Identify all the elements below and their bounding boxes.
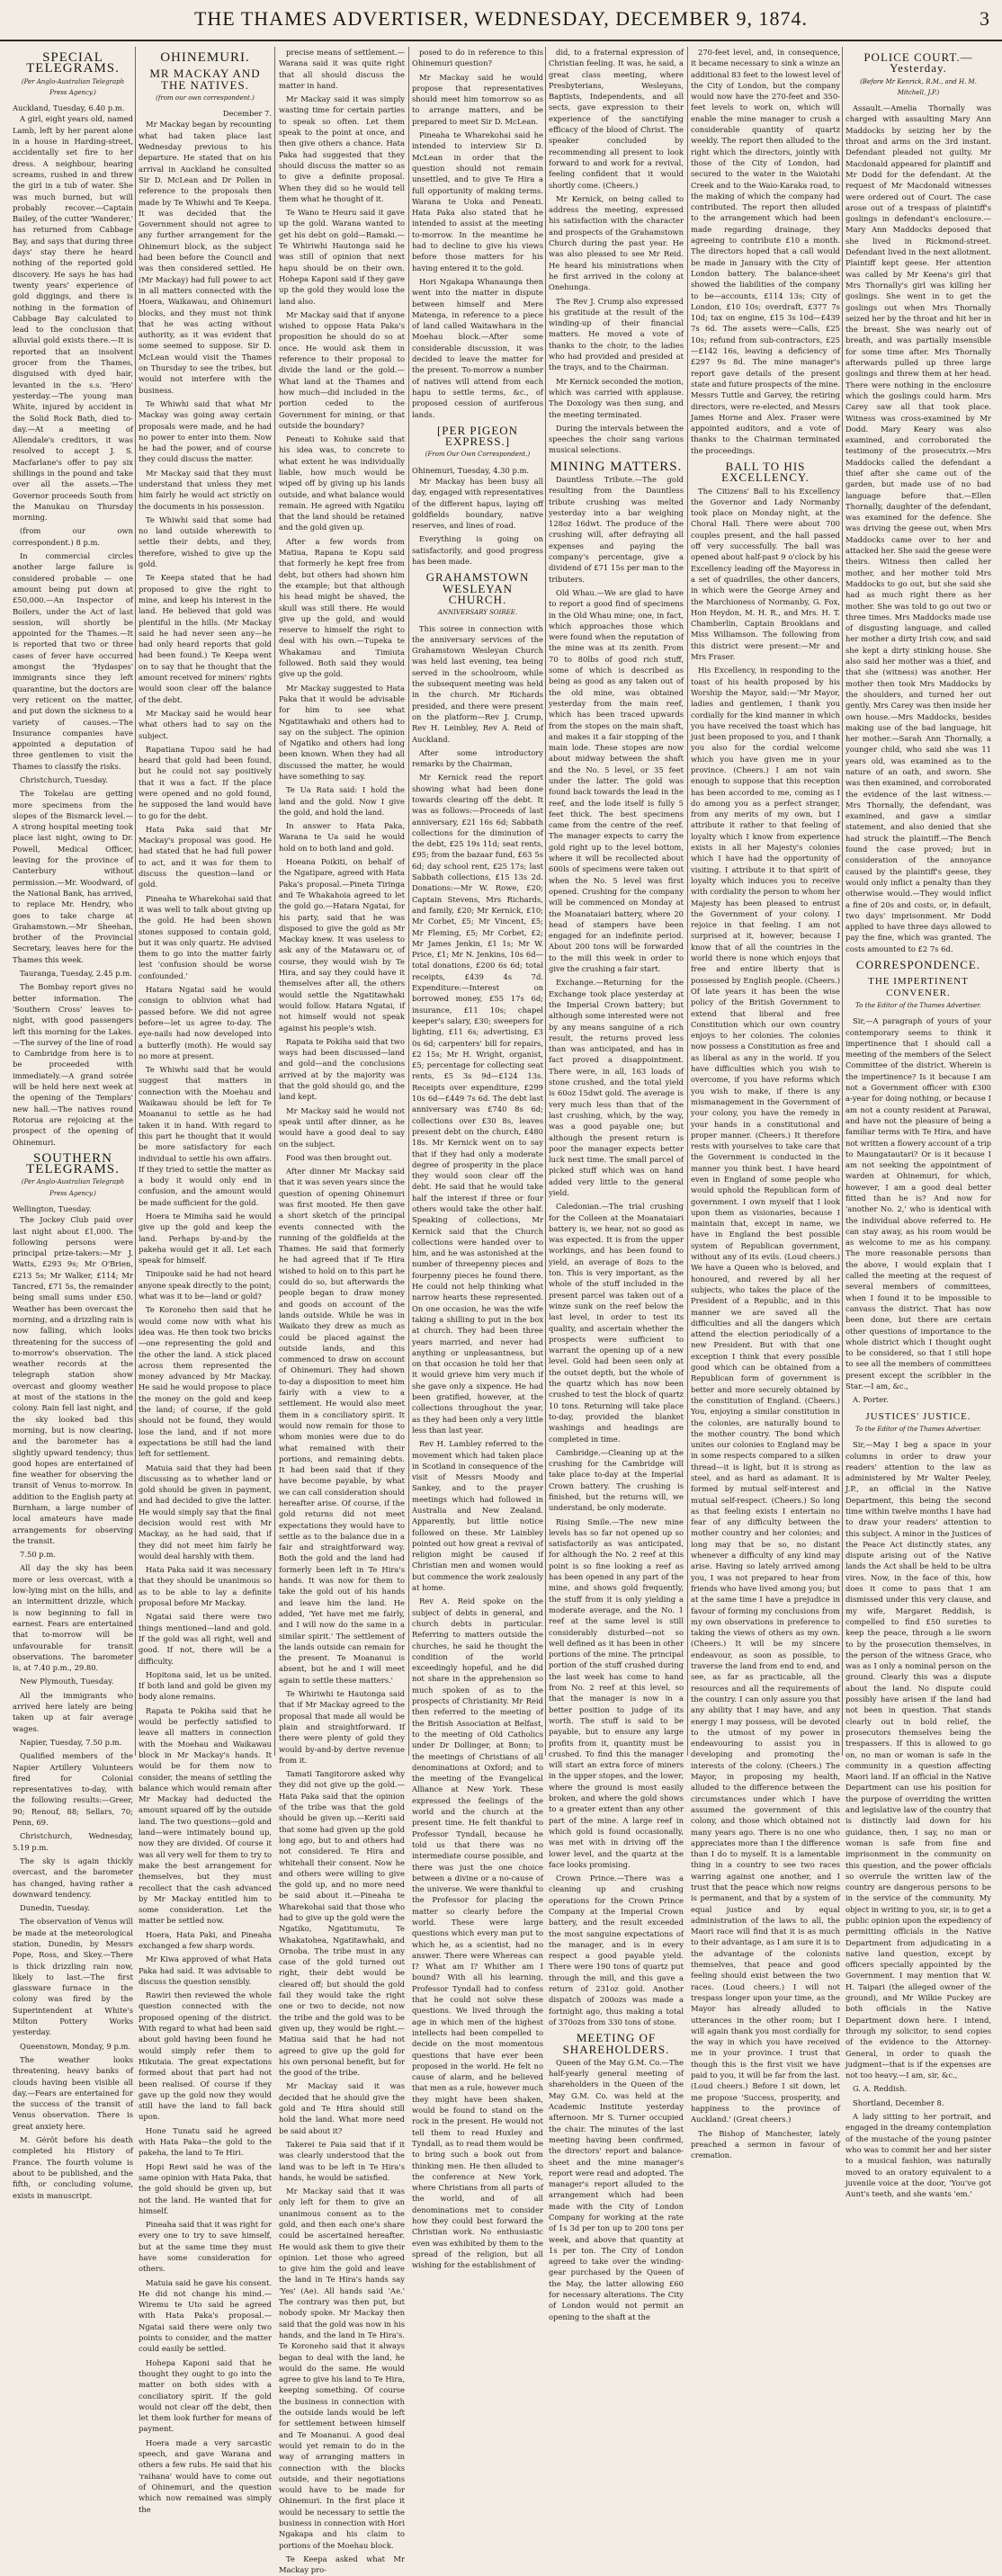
paragraph-list — [845, 1439, 991, 2199]
paragraph-list — [279, 47, 405, 2576]
paragraph-list — [845, 103, 991, 954]
article-paragraph: Rawiri then reviewed the whole question connected with the proposed opening of the district. With regard to what had been said about gold having been found he would simply refer them to Hikutaia. The great expectations formed about that part had not been realised. Of course if they gave up the gold now they would still have the land to fall back upon. — [139, 1990, 272, 2122]
article-paragraph: Hoera, Hata Paki, and Pineaha exchanged a few sharp words. — [139, 1929, 272, 1950]
article-paragraph: All day the sky has been more or less overcast, with a low-lying mist on the hills, and an intermittent drizzle, which is now beginning to fall in earnest. Fears are entertained that to-morrow will be unfavourable for transit observations. The barometer is, at 7.40 p.m., 29.80. — [13, 1563, 133, 1673]
article-paragraph: Exchange.—Returning for the Exchange took place yesterday at the Imperial Crown battery; but although some interested were not by any means sanguine of a rich result, the returns proved less than was anticipated, and has in fact proved a disappointment. There were, in all, 163 loads of stone crushed, and the total yield is 60oz 15dwt gold. The average is very much less than that of the last crushing, which, by the way, was a good payable one; but although the present return is poor the manager expects better luck next time. The small parcel of picked stuff which was on hand added very little to the general yield. — [549, 978, 684, 1197]
article-paragraph: Te Whiriwhi te Hautonga said that if Mr Mackay agreed to the proposal that made all would be plain and straightforward. If there were plenty of gold they would by-and-by derive revenue from it. — [279, 1689, 405, 1765]
masthead — [0, 0, 1002, 41]
article-paragraph: Te Keepa stated that he had proposed to give the right to mine, and keep his interest in the land. He believed that gold was plentiful in the hills. (Mr Mackay said he had never seen any—he had only heard reports that gold had been found.) Te Keepa went on to say that he thought that the amount received for miners' rights would soon clear off the balance of the debt. — [139, 573, 272, 704]
letter-heading: THE IMPERTINENT CONVENER. — [868, 976, 969, 998]
column-6 — [691, 47, 840, 2160]
article-paragraph: After some introductory remarks by the Chairman, — [412, 747, 543, 769]
column-2 — [139, 47, 272, 2514]
article-paragraph: Mr Mackay said it was decided that he should give the gold and Te Hira should still hold the land. What more need be said about it? — [279, 2081, 405, 2135]
article-paragraph: After dinner Mr Mackay said that it was seven years since the question of opening Ohinemuri was first mooted. He then gave a short sketch of the principal events connected with the running of the goldfields at the Thames. He said that formerly he had agreed that if Te Hira wished to hold on to this part he could do so, but afterwards the people began to draw money and goods on account of the lands outside. While he was in Waikato they drew as much as could be placed against the outside lands, and this commenced to draw on account of Ohinemuri. They had shown to-day a disposition to meet him fairly with a view to a settlement. He would also meet them in a conciliatory spirit. It would now remain for those to whom monies were due to do what remained with their portions, and remaining debts. It had been said that if they have become payable, by what we can call consideration should hereafter arise. Of course, if the gold returns did not meet expectations they would have to settle as to the balance due in a fair and straightforward way. Both the gold and the land had formerly been left in Te Hira's hands. It was now for them to take the gold out of his hands and leave him the land. He added, 'Yet have met me fairly, and I will now do the same in a similar spirit.' The settlement of the lands outside can remain for the present. Te Moananui is absent, but he and I will meet again to settle these matters.' — [279, 1167, 405, 1685]
article-paragraph: Mr Mackay said that they must understand that unless they met him fairly he would act strictly on the documents in his possession. — [139, 468, 272, 511]
article-paragraph: Mr Kiwa approved of what Hata Paka had said. It was advisable to discuss the question sensibly. — [139, 1954, 272, 1986]
article-paragraph: Rapata te Pokiha said that two ways had been discussed—land and gold—and the conclusions arrived at by the majority was that the gold should go, and the land kept. — [279, 1036, 405, 1102]
article-subheading: MR MACKAY AND THE NATIVES. — [149, 67, 261, 92]
article-paragraph: Hone Tunatu said he agreed with Hata Paka—the gold to the pakeha, the land to Te Hiri. — [139, 2125, 272, 2158]
article-paragraph: Mr Mackay has been busy all day, engaged with representatives of the different hapus, laying off goldfields boundary, native reserves, and lines of road. — [412, 476, 543, 531]
article-paragraph: (from our own correspondent.) 8 p.m. — [13, 526, 133, 547]
article-paragraph: The Jockey Club paid over last night about £1,000. The following persons were principal prize-takers:—Mr J. Watts, £293 9s; Mr O'Brien, £213 5s; Mr Walker, £114; Mr Tancred, £71 5s, the remainder being small sums under £50. Weather has been overcast the morning, and a drizzling rain is now falling, which looks threatening for the success of to-morrow's observation. The weather records at the telegraph station show overcast and gloomy weather at most of the stations in the colony. Rain fell last night, and the sky looked bad this morning, but is now clearing, and the barometer has a slightly upward tendency; thus good hopes are entertained of fine weather for observing the transit of Venus to-morrow. In addition to the English party at Burnham, a large number of local amateurs have made arrangements for observing the transit. — [13, 1215, 133, 1545]
article-paragraph: Rapata te Pokiha said that he would be perfectly satisfied to leave all matters in connection with the Moehau and Waikawau block in Mr Mackay's hands. It would be for them now to consider, the means of settling the balance which would remain after Mr Mackay had deducted the amount squared off by the outside land. The two questions—gold and land—were intimately bound up, now they are divided. Of course it was all very well for them to try to make the best arrangement for themselves, but they must recollect that the cash advanced by Mr Mackay entitled him to some consideration. Let the matter be settled now. — [139, 1705, 272, 1926]
column-rule — [135, 47, 136, 1756]
article-paragraph: Hohepa Kaponi said that he thought they ought to go into the matter on both sides with a conciliatory spirit. If the gold would not clear off the debt, then let them look further for means of payment. — [139, 2357, 272, 2434]
article-paragraph: Shortland, December 8. — [853, 2097, 944, 2107]
article-paragraph: Dauntless Tribute.—The gold resulting from the Dauntless tribute crushing was melted yesterday into a bar weighing 128oz 16dwt. The produce of the crushing will, after defraying all expenses and paying the company's percentage, give a dividend of £71 15s per man to the tributers. — [549, 474, 684, 584]
column-4 — [412, 47, 543, 2270]
article-paragraph: Te Whiwhi said that some had no land outside wherewith to settle their debts, and they, therefore, wished to give up the gold. — [139, 514, 272, 569]
article-paragraph: The weather looks threatening, heavy banks of clouds having been visible all day.—Fears are entertained for the success of the transit of Venus observation. There is great anxiety here. — [13, 2054, 133, 2131]
paragraph-list — [13, 1214, 133, 2201]
column-rule — [687, 47, 688, 1756]
article-paragraph: Hori Ngakapa Whanaunga then went into the matter in dispute between himself and Mere Matenga, in reference to a piece of land called Waitawhara in the Moehau block.—After some considerable discussion, it was decided to leave the matter for the present. To-morrow a number of natives will attend from each hapu to settle terms, &c., of proposed cession of auriferous lands. — [412, 276, 543, 419]
article-paragraph: Tinipouke said he had not heard anyone speak directly to the point; what was it to be—land or gold? — [139, 1269, 272, 1301]
dateline: Wellington, Tuesday. — [13, 1203, 92, 1213]
article-paragraph: Mr Mackay said it was simply wasting time for certain parties to speak so often. Let them speak to the point at once, and then give others a chance. Hata Paka had suggested that they should discuss the matter so as to give a definite proposal. When they did so he would tell them what he thought of it. — [279, 94, 405, 203]
article-paragraph: The sky is again thickly overcast, and the barometer has changed, having rather a downward tendency. — [13, 1856, 133, 1899]
article-paragraph: Mr Kernick, on being called to address the meeting, expressed his satisfaction with the character and prospects of the Grahamstown Church during the past year. He was also pleased to see Mr Reid. He heard his ministrations when he first arrived in the colony at Onehunga. — [549, 193, 684, 292]
article-paragraph: The Tokelau are getting more specimens from the slopes of the Bismarck level.—A strong hospital meeting took place last night, owing to Dr. Powell, Medical Officer, leaving for the province of Canterbury without permission.—Mr. Woodward, of the National Bank, has arrived, to replace Mr. Hendry, who goes to take charge at Grahamstown.—Mr Sheehan, brother of the Provincial Secretary, leaves here for the Thames this week. — [13, 789, 133, 964]
column-1 — [13, 47, 133, 2200]
article-paragraph: Sir,—A paragraph of yours of your contemporary seems to think it impertinence that I should call a meeting of the members of the Select Committee of the district. Wherein is the impertinence? Is it because I am not a Government officer with £300 a-year for doing nothing, or because I am not a county resident at Parawai, and have not the pleasure of being a familiar terms with Te Hira, and have not written a flowery account of a trip to Maungatautari? Or is it because I am not seeking the appointment of warden at Ohinemuri, for which, however, I am a good deal better fitted than he is? And now for 'another No. 2,' who is identical with the individual above referred to. He can stay away, as his room would be as welcome to me as his company. The more reasonable persons than the above, I would explain that I called the meeting at the request of several members of committees, when I found it to be impossible to canvass the district. That has now been done, but there are certain other questions of importance to the whole district which I thought ought to be considered, so that I still hope to see all the members of committees present except the scribbler in the Star.—I am, &c., — [845, 1016, 991, 1391]
paragraph-list — [139, 119, 272, 2514]
article-paragraph: Mr Kernick read the report showing what had been done towards clearing off the debt. It was as follows:—Proceeds of last anniversary, £21 16s 6d; Sabbath collections for the diminution of the debt, £25 19s 11d; seat rents, £95; from the bazaar fund, £63 5s 6d; day school rent, £25 17s; last Sabbath collections, £15 13s 2d. Donations:—Mr W. Rowe, £20; Captain Stevens, Mrs Richards, and family, £20; Mr Kernick, £10; Mr Corbet, £5; Mr Vincent, £5; Mr Fleming, £5; Mr Corbet, £2; Mr James Jenkin, £1 1s; Mr W. Price, £1; Mr N. Jenkins, 10s 6d—total donations, £200 6s 6d; total receipts, £439 4s 7d. Expenditure:—Interest on borrowed money, £55 17s 6d; insurance, £11 10s; chapel keeper's salary, £30; sweepers for lighting, £11 6s; advertising, £3 0s 6d; carpenters' bill for repairs, £2 15s; Mr H. Wright, organist, £5; percentage for collecting seat rents, £5 3s 9d—£124 13s. Receipts over expenditure, £299 10s 6d—£449 7s 6d. The debt last anniversary was £740 8s 6d; collections over £30 8s, leaves present debt on the church, £480 18s. Mr Kernick went on to say that if they had only a moderate degree of prosperity in the place they would soon clear off the debt. He said that he would take half the interest if three or four others would take the other half. Speaking of collections, Mr Kernick said that the Church collections were handed over to him, and he was astonished at the number of threepenny pieces and fourpenny pieces he found there. He could not help thinking what narrow hearts these represented. On one occasion, he was the wife taking a shilling to put in the box at church. They had been three years married, and never had anything or unpleasantness, but on that occasion he told her that it would grieve him very much if she gave only a sixpence. He had been gratified, however, at the collections throughout the year, as they had been only a very little less than last year. — [412, 773, 543, 1435]
article-paragraph: A girl, eight years old, named Lamb, left by her parent alone in a house in Harding-street, accidentally set fire to her dress. A neighbour, hearing screams, rushed in and threw the girl in a tub of water. She was much burned, but will probably recover.—Captain Bailey, of the cutter 'Wanderer,' has returned from Cabbage Bay, and says that during three days' stay there he heard nothing of the reported gold discovery. He says he has had twenty years' experience of gold diggings, and there is nothing in the formation of Cabbage Bay calculated to lead to the conclusion that alluvial gold exists there.—It is reported that an insolvent grocer from the Thames, disguised with dyed hair, levanted in the s.s. 'Hero' yesterday.—The young man White, injured by accident in the Solid Rock Bath, died to-day.—At a meeting of Allendale's creditors, it was resolved to accept J. S. Macfarlane's offer to pay six shillings in the pound and take over all the assets.—The Governor proceeds South from the Manukau on Thursday morning. — [13, 114, 133, 523]
correspondent-note: (From Our Own Correspondent.) — [425, 451, 531, 459]
article-paragraph: Assault.—Amelia Thornally was charged with assaulting Mary Ann Maddocks by seizing her by the throat and arms on the 3rd instant. Defendant pleaded not guilty. Mr Macdonald appeared for plaintiff and Mr Dodd for the defendant. At the request of Mr Macdonald witnesses were ordered out of Court. The case arose out of a trespass of plaintiff's goslings in defendant's enclosure.—Mary Ann Maddocks deposed that she lived in Rickmond-street. Defendant lived in the next allotment. Plaintiff kept geese. Her attention was called by Mr Keena's girl that Mrs Thornally's girl was killing her goslings. She went in to get the goslings out when Mrs Thornally seized her by the throat and hit her in the breast. She was nearly out of breath, and was partially insensible for some time after. Mrs Thornally afterwards pulled up three large goslings and threw them at her head. There were nothing in the enclosure which the goslings could harm. Mrs Carey saw all that took place. Witness was cross-examined by Mr Dodd. Mary Keary was also examined, and corroborated the testimony of the prosecutrix.—Mrs Maddocks called the defendant a thief after she came out of the garden, but made use of no bad language before that.—Ellen Thornally, daughter of the defendant, was examined for the defence. She was driving the geese out, when Mrs Maddocks came over to her and attacked her. She said the geese were theirs. Witness then called her mother, and her mother told Mrs Maddocks to go out, but she said she had as much right there as her mother. She was told to go out two or three times. Mrs Maddocks made use of disgusting language, and called her mother a dirty Irish cow, and said she kept a dirty stinking house. She also said her mother was a thief, and that she (witness) was another. Her mother then took Mrs Maddocks by the shoulders, and turned her out gently. Mrs Carey was then inside her own house.—Mrs Maddocks, besides making use of the bad language, hit her mother.—Sarah Ann Thornally, a younger child, who said she was 11 years old, was examined as to the nature of an oath, and sworn. She was then examined, and corroborated the evidence of the last witness.—Mrs Thornally, the defendant, was examined, and gave a similar statement, and also denied that she had struck the plaintiff.—The Bench found the case proved; but in consideration of the annoyance caused by the plaintiff's geese, they would only inflict a penalty than they otherwise would.—They would inflict a fine of 20s and costs, or, in default, two days' imprisonment. Mr Dodd applied to have three days allowed to pay the fine, which was granted. The costs amounted to £2 7s 6d. — [845, 103, 991, 953]
letter-heading: JUSTICES' JUSTICE. — [865, 1410, 971, 1422]
article-paragraph: Hopi Rewi said he was of the same opinion with Hata Paka, that the gold should be given up, but not the land. He wanted that for himself. — [139, 2161, 272, 2215]
paragraph-list — [845, 1015, 991, 1405]
article-paragraph: Christchurch, Tuesday. — [20, 775, 108, 784]
article-paragraph: Matuia said that they had been discussing as to whether land or gold should be given in payment, and had decided to give the latter. He would simply say that the final decision would rest with Mr Mackay, as he had said, that if they did not meet him fairly he would deal harshly with them. — [139, 1462, 272, 1561]
article-paragraph: During the intervals between the speeches the choir sang various musical selections. — [549, 423, 684, 455]
article-paragraph: Mr Mackay began by recounting what had taken place last Wednesday previous to his departure. He stated that on his arrival in Auckland he consulted Sir D. McLean and Dr Pollen in reference to the proposals then made by Te Whiwhi and Te Keepa. It was decided that the Government should not agree to any further arrangement for the Ohinemuri block, as the subject had been before the Council and was then considered settled. He (Mr Mackay) had full power to act in all matters connected with the Hoera, Waikawau, and Ohinemuri blocks, and they must not think that he was acting without authority, as it was evident that some seemed to suppose. Sir D. McLean would visit the Thames on Thursday to see the tribes, but would not interfere with the business. — [139, 120, 272, 395]
paragraph-list — [691, 486, 840, 2161]
column-5 — [549, 47, 684, 2321]
article-paragraph: Napier, Tuesday, 7.50 p.m. — [20, 1737, 122, 1747]
article-paragraph: Hata Paka said it was necessary that they should be unanimous so as to be able to lay a definite proposal before Mr Mackay. — [139, 1565, 272, 1608]
article-paragraph: Hatara Ngatai said he would consign to oblivion what had passed before. We did not agree before—let us agree to-day. The eye-nails had now developed into a butterfly (moth). He would say no more at present. — [139, 985, 272, 1060]
article-paragraph: In commercial circles another large failure is considered probable — one amount being put down at £50,000.—An Inspector of Boilers, under the Act of last session, will shortly be appointed for the Thames.—It is reported that two or three cases of fever have occurred amongst the 'Hydaspes' immigrants since they left quarantine, but the doctors are very reticent on the matter, and put down the sickness to a variety of causes.—The Insurance companies have appointed a deputation of three gentlemen to visit the Thames to classify the risks. — [13, 551, 133, 771]
article-paragraph: Old Whau.—We are glad to have to report a good find of specimens in the Old Whau mine; one, in fact, which approaches those which were found when the reputation of the mine was at its zenith. From 70 to 80lbs of good rich stuff, some of which is described as being as good as any taken out of the old mine, was obtained yesterday from the main reef, which has been traced upwards from the stopes on the main shaft, and makes it a fair stopping of the main lode. These stopes are now about midway between the shaft and the No. 5 level, or 35 feet under the latter. The gold was found back towards the lead in the reef, and the lode itself is fully 5 feet thick. The best specimens came from the centre of the reef. The manager expects to carry the gold right up to the level bottom, where it will be recollected about 600ls of specimens were taken out when the No. 5 level was first opened. Crushing for the company will be commenced on Monday at the Moanataiari battery, where 20 head of stampers have been engaged for an indefinite period. About 200 tons will be forwarded to the mill this week in order to give the crushing a fair start. — [549, 587, 684, 974]
pigeon-express-heading: [PER PIGEON EXPRESS.] — [436, 423, 519, 449]
article-paragraph: Rev H. Lambley referred to the movement which had taken place in Scotland in consequence of the visit of Messrs Moody and Sankey, and to the prayer meetings which had followed in Australia and New Zealand. Apparently, but little notice followed on these. Mr Lainbley pointed out how great a revival of religion might be caused if Christian men and women would but commence the work zealously at home. — [412, 1439, 543, 1593]
article-paragraph: Rapatiana Tupou said he had heard that gold had been found, but he could not say positively that it was a fact. If the place were opened and no gold found, he supposed the land would have to go for the debt. — [139, 744, 272, 820]
article-paragraph: Peneati to Kohuke said that his idea was, to concrete to what extent he was individually liable, how much would be wiped off by giving up his lands outside, and what balance would remain. He agreed with Ngatiku that the land should be retained and the gold given up. — [279, 434, 405, 532]
article-paragraph: A lady sitting to her portrait, and engaged in the dreamy contemplation of the mustache of the young painter who was to commit her and her sister to a musical fashion, was naturally moved to an oratory equivalent to a juvenile voice at the door, 'You've got Aunt's teeth, and she wants 'em.' — [845, 2112, 991, 2199]
article-paragraph: Caledonian.—The trial crushing for the Colleen at the Moanataiari battery is, we hear, not so good as was expected. It is from the upper workings, and has been found to yield, an average of 8ozs to the ton. This is very important, as the whole of the stuff included in the present parcel was taken out of a winze sunk on the reef below the last level, in order to test its quality, and ascertain whether the prospects were sufficient to warrant the opening up of a new level. Gold had been seen only at the outset depth, but the whole of the quartz which has now been crushed to test the block of quartz 10 tons. Returning will take place to-day, provided the blanket washings and headings are completed in time. — [549, 1202, 684, 1444]
article-paragraph: Te Keepa asked what Mr Mackay pro- — [279, 2554, 405, 2575]
article-paragraph: Te Wano te Heuru said it gave up the gold. Warana wanted to get his debt on gold—Ramaki.—Te Whiriwhi Hautonga said he was still of opinion that next hapu should be on their own. Hohepa Kaponi said if they gave up the gold they would lose the land also. — [279, 208, 405, 306]
mining-matters-heading: MINING MATTERS. — [550, 459, 683, 474]
agency-note: (Per Anglo-Australian Telegraph Press Agency.) — [21, 1178, 125, 1197]
article-paragraph: did, to a fraternal expression of Christian feeling. It was, he said, a great class meeting, where Presbyterians, Wesleyans, Baptists, Independents, and all sects, gave expression to their experience of the sanctifying efficacy of the blood of Christ. The speaker concluded by recommending all present to look forward to and work for a revival, feeling confident that it would shortly come. (Cheers.) — [549, 48, 684, 190]
article-paragraph: Ngatai said there were two things mentioned—land and gold. If the gold was all right, well and good. If not, there will be a difficulty. — [139, 1612, 272, 1666]
letter-note: To the Editor of the Thames Advertiser. — [855, 1001, 981, 1009]
article-paragraph: In answer to Hata Paka, Warana te Ua said he would hold on to both land and gold. — [279, 821, 405, 853]
paragraph-list — [549, 47, 684, 456]
article-paragraph: 7.50 p.m. — [20, 1550, 56, 1560]
page-number: 3 — [980, 7, 989, 30]
article-paragraph: Dunedin, Tuesday. — [20, 1903, 91, 1913]
article-paragraph: His Excellency, in responding to the toast of his health proposed by his Worship the Mayor, said:—'Mr Mayor, ladies and gentlemen, I thank you cordially for the kind manner in which you have received the toast which has just been proposed to you, and I thank you also for the cordial welcome which you have given me in your province. (Cheers.) I am not vain enough to suppose that this reception has been accorded to me, coming as I do among you as a perfect stranger, from any merits of my own, but I attribute it rather to that feeling of loyalty which I know from experience exists in all her Majesty's colonies which I have had the opportunity of visiting. I attribute it to that spirit of loyalty which induces you to receive with cordiality the person to whom her Majesty has been pleased to entrust the Government of your colony. I rejoice in that feeling. I am not surprised at it, however, because I know that of all the countries in the world there is none which enjoys that free and entire liberty that is possessed by English people. (Cheers.) Of late years it has been the wise policy of the British Government to extend that liberal and free Constitution which our own country enjoys to her colonies. The colonies now possess a Constitution as free and as liberal as any in the world. If you have difficulties which you wish to overcome, if you have reforms which you wish to make, if there is any mismanagement in the Government of your colony, you have the remedy in your hands in a constitutional and proper manner. (Cheers.) It therefore rests with yourselves to take care that the Government is conducted in the manner you think best. I have heard even in England of some people who would uphold the Republican form of government. I own myself that I look upon them as visionaries, because I maintain that, except in name, we have in England the best possible system of Republican government, without any of its evils. (Loud cheers.) We have a Queen who is beloved, and honoured, and revered by all her subjects, who takes the place of the President of a Republic, and in this manner we are saved all the difficulties and all the dangers which attend the election periodically of a new President. But with that one exception I think that every possible good which can be obtained from a Republican form of government is better and more securely obtained by the constitution of England. (Cheers.) You, enjoying a similar constitution in the colonies, are naturally bound to the mother country. The bond which unites our colonies to England may be in some respects compared to a silken thread—it is light, but it is strong as steel, and as hard as adamant. It is formed by mutual self-interest and mutual self-respect. (Cheers.) So long as that feeling exists I entertain no fear of any difficulty between the mother country and her colonies; and long may that be so, no distant whenever a difficulty of any kind may arise. Having so lately arrived among you, I was not prepared to hear from friends who have lived among you; but at the same time I have a prejudice in favour of forming my conclusions from my own observations in preference to taking the views of others as my own. (Cheers.) It will be my sincere endeavour, as soon as possible, to traverse the land from end to end, and see, as far as practicable, all the resources and all the requirements of the country. I can only assure you that any ability that I may have, and any energy I may possess, will be devoted to the utmost of my power in endeavouring to assist you in developing and promoting the interests of the colony. (Cheers.) The Mayor, in proposing my health, alluded to the difference between the circumstances under which I have assumed the government of this colony, and those which obtained not many years ago. There is no one who appreciates more than I the difference than I do to myself. It is a lamentable thing in a country to see two races warring against one another, and I trust that the peace which now reigns is permanent, and that by a system of equal justice and by equal administration of the laws to all, the Maori race will find that it is as much to their advantage, as I am sure it is to the advantage of the colonists themselves, that peace and good feeling should exist between the two races. (Loud cheers.) I will not trespass longer upon your time, as the Mayor has already alluded to utterances in the other room; but I will again thank you most cordially for the way in which you have received me in your province. I trust that though this is the first visit we have paid to you, it will be far from the last. (Loud cheers.) Before I sit down, let me propose 'Success, prosperity, and happiness to the province of Auckland.' (Great cheers.) — [691, 666, 840, 2124]
article-paragraph: Sir,—May I beg a space in your columns in order to draw your readers' attention to the law as administered by Mr Walter Peeley, J.P., an official in the Native Department, this being the second time within twelve months I have had to draw your readers' attention to this subject. A minor in the Justices of the Peace Act distinctly states, any dispute arising out of the Native lands the Act shall be held to be ultra vires. Now, in the face of this, how does it come to pass that I am dismissed under this very clause, and my wife, Margaret Reddish, is compelled to find £50 sureties to keep the peace, through a lie sworn to by the prosecution themselves, in the person of the witness Grace, who was as I only a nominal person on the ground. Clearly this was a dispute about the land. No dispute could possibly have arisen if the land had not been in question. That stands clearly out in bold relief, the prosecutors themselves being the trespassers. If this is allowed to go on, no man or woman is safe in the community in a question affecting Maori land. If an official in the Native Department can use his position for the purpose of overriding the written and legislative law of the country that is distinctly laid down for his guidance, then, I say, no man or woman is safe from fine and imprisonment in the community on this question, and the power officials so overrule the written law of the country are dangerous persons to be in the service of the community. My object in writing to you, sir, is to get a public opinion upon the expediency of permitting officials in the Native Department from adjudicating in a native land question, except by officers specially appointed by the Government. I may mention that W. H. Taipari (the alleged owner of the ground), and Mr Wilkie Puckey are both officials in the Native Department down here. I intend, through my solicitor, to send copies of the evidence to the Attorney-General, in order to quash the judgment—that is if the expenses are not too heavy.—I am, sir, &c., — [845, 1440, 991, 2080]
article-paragraph: A. Porter. — [853, 1395, 889, 1405]
article-paragraph: The Rev J. Crump also expressed his gratitude at the result of the winding-up of their financial matters. He moved a vote of thanks to the choir, to the ladies who had provided and presided at the trays, and to the Chairman. — [549, 296, 684, 372]
article-paragraph: Te Koroneho then said that he would come now with what his idea was. He then took two bricks—one representing the gold and the other the land. A stick placed across them represented the money advanced by Mr Mackay. He said he would propose to place the money on the gold and keep the land; of course, if the gold should not be found, they would lose the land, and if not more expectations be still had the land left for settlement. — [139, 1305, 272, 1459]
ohinemuri-heading: OHINEMURI. — [160, 50, 250, 65]
article-paragraph: Queen of the May G.M. Co.—The half-yearly general meeting of shareholders in the Queen of the May G.M. Co. was held at the Academic Institute yesterday afternoon. Mr S. Turner occupied the chair. The minutes of the last meeting having been confirmed, the directors' report and balance-sheet and the mine manager's report were read and adopted. The manager's report alluded to the arrangement which had been made with the City of London Company for working at the rate of 1s 3d per ton up to 200 tons per week, and above that quantity at 1s per ton. The City of London agreed to take over the winding-gear purchased by the Queen of the May, the latter allowing £60 for necessary alterations. The City of London would not permit an opening to the shaft at the — [549, 2057, 684, 2321]
article-paragraph: Mr Mackay said that it was only left for them to give an unanimous consent as to the gold, and then each one's share could be ascertained hereafter. He would ask them to give their opinion. Let those who agreed to give him the gold and leave the land in Te Hira's hands say 'Yes' (Ae). All hands said 'Ae.' The contrary was then put, but nobody spoke. Mr Mackay then said that the gold was now in his hands, and the land in Te Hira's. Te Koroneho said that it always began to deal with the land, he would do the same. He would agree to give his land to Te Hira, keeping something. Of course the business in connection with the outside lands would be left for settlement between himself and Te Moananui. A good deal would yet remain to do in the way of arranging matters in connection with the blocks outside, and their negotiations would have to be made for Ohinemuri. In the first place it would be necessary to settle the business in connection with Hori Ngakapa and his claim to portions of the Moehau block. — [279, 2187, 405, 2550]
article-paragraph: Queenstown, Monday, 9 p.m. — [20, 2041, 131, 2051]
article-paragraph: Mr Mackay said that if anyone wished to oppose Hata Paka's proposition he should do so at once. He would ask them in reference to their proposal to divide the land or the gold.—What land at the Thames and how much—did included in the portion ceded to the Government for mining, or that outside the boundary? — [279, 309, 405, 430]
column-rule — [274, 47, 275, 1756]
letter-note: To the Editor of the Thames Advertiser. — [855, 1425, 981, 1433]
article-paragraph: Tauranga, Tuesday, 2.45 p.m. — [20, 969, 132, 979]
article-paragraph: The Citizens' Ball to his Excellency the Governor and Lady Normanby took place on Monday night, at the Choral Hall. There were about 700 couples present, and the hall passed off very successfully. The ball was opened about half-past 9 o'clock by his Excellency leading off the Mayoress in a set of quadrilles, the other dancers, in which were the George Arney and the Marchioness of Normanby, G. Fox, Hon Heydon, M. H. R., and Mrs. H. T. Chamberlin, Captain Brooklans and Miss Williamson. The following from this district were present:—Mr and Mrs Fraser. — [691, 486, 840, 662]
paragraph-list — [412, 47, 543, 420]
article-paragraph: Food was then brought out. — [286, 1152, 392, 1162]
article-paragraph: Pineaha said that it was right for every one to try to save himself, but at the same time they must have some consideration for others. — [139, 2220, 272, 2274]
article-paragraph: Pineaha te Wharekohai said he intended to interview Sir D. McLean in order that the question should not remain unsettled, and to give Te Hira a full opportunity of making terms. Warana te Uoka and Peneati. Hata Paka also stated that he intended to assist at the meeting to-morrow. In the meantime he had to decline to give his views before those matters for his having entered it to the gold. — [412, 130, 543, 273]
article-paragraph: M. Gérôt before his death completed his History of France. The fourth volume is about to be published, and the fifth, or concluding volume, exists in manuscript. — [13, 2135, 133, 2200]
article-paragraph: Cambridge.—Cleaning up at the crushing for the Cambridge will take place to-day at the Imperial Crown battery. The crushing is finished, but the returns will, we understand, be only moderate. — [549, 1447, 684, 1513]
paragraph-list — [412, 623, 543, 2271]
dateline: Auckland, Tuesday, 6.40 p.m. — [13, 103, 125, 113]
special-telegrams-heading: SPECIAL TELEGRAMS. — [26, 50, 120, 76]
paragraph-list — [549, 474, 684, 2027]
article-paragraph: Matuia said he gave his consent. He did not change his mind.—Wiremu te Uto said he agreed with Hata Paka's proposal.—Ngatai said there were only two points to consider, and the matter could easily be settled. — [139, 2277, 272, 2354]
article-paragraph: Mr Mackay said he would hear what others had to say on the subject. — [139, 708, 272, 740]
article-paragraph: Rising Smile.—The new mine levels has so far not opened up so satisfactorily as was anticipated, for although the No. 2 reef at this point is so fine looking a reef as has been opened in any part of the mine, and shows gold frequently, the stuff from it is only yielding a moderate average, and the No. 1 reef at the same level is still considerably disturbed—not so well defined as it has been in other portions of the mine. The principal portion of the stuff crushed during the last week has come to hand from No. 2 reef at this level, so that the manager is now in a better position to judge of its worth. The stuff is said to be payable, but to ensure any large profits from it, quantity must be crushed. To find this the manager will start an extra force of miners in the upper stopes, and the lower, where the ground is most easily broken, and where the gold shows to a greater extent than any other part of the mine. A large reef in which gold is found occasionally, was met with in driving off the lower level, and the quartz at the face looks promising. — [549, 1516, 684, 1869]
correspondence-heading: CORRESPONDENCE. — [855, 958, 981, 972]
article-paragraph: Crown Prince.—There was a cleaning up and crushing operations for the Crown Prince Company at the Imperial Crown battery, and the result exceeded the most sanguine expectations of the manager, and is in every respect a good payable yield. There were 190 tons of quartz put through the mill, and this gave a return of 231oz gold. Another dispatch of 200ozs was made a fortnight ago, thus making a total of 370ozs from 330 tons of stone. — [549, 1874, 684, 2026]
dateline: December 7. — [222, 109, 272, 119]
southern-telegrams-heading: SOUTHERN TELEGRAMS. — [26, 1150, 120, 1177]
column-rule — [842, 47, 843, 1756]
article-paragraph: Mr Mackay suggested to Hata Paka that it would be advisable for him to see what Ngatitawhaki and others had to say on the subject. The opinion of Ngatiko and others had long been known. When they had all discussed the matter, he would have something to say. — [279, 683, 405, 781]
article-paragraph: Mr Mackay said he would not speak until after dinner, as he would have a good deal to say on the subject. — [279, 1105, 405, 1149]
article-paragraph: Hoera made a very sarcastic speech, and gave Warana and others a few rubs. He said that his 'raihana' would have to come out of Ohinemuri, and the question which now remained was simply the — [139, 2437, 272, 2514]
article-paragraph: Christchurch, Wednesday, 5.19 p.m. — [13, 1831, 133, 1852]
article-paragraph: precise means of settlement.—Warana said it was quite right that all should discuss the matter in hand. — [279, 48, 405, 90]
column-rule — [545, 47, 546, 1756]
article-paragraph: This soiree in connection with the anniversary services of the Grahamstown Wesleyan Church was held last evening, tea being served in the schoolroom, while the subsequent meeting was held in the church. Mr Richards presided, and there were present on the platform—Rev J. Crump, Rev H. Leinbley, Rev A. Reid of Auckland. — [412, 623, 543, 744]
article-paragraph: New Plymouth, Tuesday. — [20, 1677, 114, 1686]
article-paragraph: Rev A. Reid spoke on the subject of debts in general, and church debts in particular. Referring to matters outside the churches, he said he thought the condition of the world exceedingly hopeful, and he did not share in the apprehension so much spoken of as to the prospects of Christianity. Mr Reid then referred to the meeting of the British Association at Belfast, to the meeting of Old Catholics under Dr Dollinger, at Bonn; to the meetings of Christians of all denominations at Oxford; and to the meeting of the Evangelical Alliance at New York. These expressed the feelings of the world and the church at the present time. He felt thankful to Professor Tyndall, because he told us that there was no intermediate course possible, and there was just the one choice between a divine or a no-cause of the universe. We were thankful to the Professor for placing the matter so clearly before the world. These were large questions which every man put to which he, as a scientist, had no answer. There were Whereas can I? What am I? Whither am I bound? With all his learning, Professor Tyndall had to confess that he could not solve these questions. We lived through the age in which men of the highest intellects had been compelled to decide on the most momentous questions that have ever been proposed in the world. He felt no cause of alarm, and he believed that men as a rule, however much they might have been shaken, would be found to stand on the rock in the present. He would not tell them to read Huxley and Tyndall, as to read them would be to bring such a book out from thinking men. He then alluded to the conference at New York, where Christians from all parts of the world, and of all denominations met to consider how they could best forward the Christian work. No enthusiastic even was exhibited by them to the spread of the religion, but all wishing for the establishment of — [412, 1597, 543, 2270]
article-paragraph: Takerei te Paia said that if it was clearly understood that the land was to be left in Te Hira's hands, he would be satisfied. — [279, 2139, 405, 2182]
article-paragraph: The Bishop of Manchester, lately preached a sermon in favour of cremation. — [691, 2128, 840, 2160]
article-paragraph: posed to do in reference to this Ohinemuri question? — [412, 48, 543, 68]
article-paragraph: Qualified members of the Napier Artillery Volunteers fired for Colonial representatives to-day, with the following results:—Greer, 90; Renouf, 88; Sellars, 70; Penn, 69. — [13, 1751, 133, 1828]
police-court-heading: POLICE COURT.—Yesterday. — [863, 50, 973, 76]
article-paragraph: The Bombay report gives no better information. The 'Southern Cross' leaves to-night, with good passengers left this morning for the Lakes.—The survey of the line of road to Cambridge from here is to be proceeded with immediately.—A grand soirée will be held here next week at the opening of the Templars' new hall.—The natives round Rotorua are rejoicing at the prospect of the opening of Ohinemuri. — [13, 982, 133, 1147]
article-paragraph: After a few words from Matiua, Rapana te Kopu said that formerly he kept free from debt, but others had shown him the example; but that although his head might be shaved, the skull was still there. He would give up the gold, and would reserve to himself the right to deal with his own.—Tupeka te Whakamau and Timiuta followed. Both said they would give up the gold. — [279, 536, 405, 679]
newspaper-title: THE THAMES ADVERTISER, WEDNESDAY, DECEMBER 9, 1874. — [193, 7, 809, 30]
article-paragraph: Tamati Tangitorore asked why they did not give up the gold.—Hata Paka said that the opinion of the tribe was that the gold should be given up.—Keriti said that some had given up the gold long ago, but to and others had not considered. Te Hira and whitehall their consent. Now he and others were willing to give the gold up, and no more need be said about it.—Pineaha te Wharekohai said that those who had to give up the gold were the Ngatiko, Ngatitumutu, Te Whakatohea, Ngatitawhaki, and Ornoba. The tribe must in any case of the gold turned out right, their debt would be cleared off; but should the gold fail they would take the right one or two to decide, not now the tribe and the gold was to be given up, they would be right.—Matiua said that he had not agreed to give up the gold for his own personal benefit, but for the good of the tribe. — [279, 1769, 405, 2078]
paragraph-list — [412, 476, 543, 567]
article-paragraph: Hoeana Poikiti, on behalf of the Ngatipare, agreed with Hata Paka's proposal.—Pineta Tiringa and Te Whakahoia agreed to let the gold go.—Hatara Ngatai, for his party, said that he was disposed to give the gold as Mr Mackay knew. It was useless to ask any of the Matawaru or, of course, they would wish by Te Hira, and say they could have it themselves after all, the others would settle the Ngatitawhaki would follow. Hatara Ngatai, if not himself would not speak against his people's wish. — [279, 857, 405, 1033]
article-paragraph: Everything is going on satisfactorily, and good progress has been made. — [412, 534, 543, 567]
agency-note: (Per Anglo-Australian Telegraph Press Agency.) — [21, 77, 125, 96]
article-paragraph: All the immigrants who arrived here lately are being taken up at fair average wages. — [13, 1690, 133, 1733]
article-paragraph: Te Whiwhi said that what Mr Mackay was going away certain proposals were made, and he had no power to enter into them. Now he had the power, and of course they could discuss the matter. — [139, 398, 272, 464]
article-paragraph: Mr Kernick seconded the motion, which was carried with applause. The Doxology was then sung, and the meeting terminated. — [549, 376, 684, 419]
article-paragraph: The observation of Venus will be made at the meteorological station, Dunedin, by Messrs Pope, Ross, and Skey.—There is thick drizzling rain now, likely to last.—The first glassware furnace in the colony was fired by the Superintendent at White's Milton Pottery Works yesterday. — [13, 1917, 133, 2037]
article-paragraph: Hata Paka said that Mr Mackay's proposal was good. He had stated that he had full power to act, and it was for them to discuss the question—land or gold. — [139, 824, 272, 890]
article-paragraph: Pineaha te Wharekohai said that it was well to talk about giving up the gold. He had been shown stones supposed to contain gold, but it was only quartz. He advised them to go into the matter fairly lest 'confusion should be worse confounded.' — [139, 893, 272, 980]
shareholders-heading: MEETING OF SHAREHOLDERS. — [562, 2031, 670, 2056]
article-paragraph: Mr Mackay said he would propose that representatives should meet him tomorrow so as to arrange matters, and be prepared to meet Sir D. McLean. — [412, 72, 543, 126]
article-paragraph: Te Ua Rata said: I hold the land and the gold. Now I give the gold, and hold the land. — [279, 785, 405, 817]
paragraph-list — [691, 47, 840, 456]
column-7 — [845, 47, 991, 2199]
article-paragraph: Hoera te Mimiha said he would give up the gold and keep the land. Perhaps by-and-by the pakeha would get it all. Let each speak for himself. — [139, 1211, 272, 1266]
bench-note: (Before Mr Kenrick, R.M., and H. M. Mitchell, J.P.) — [860, 77, 977, 96]
ball-heading: BALL TO HIS EXCELLENCY. — [721, 459, 810, 485]
paragraph-list — [549, 2057, 684, 2322]
article-paragraph: Hopitona said, let us be united. If both land and gold be given my body alone remains. — [139, 1669, 272, 1702]
correspondent-note: (from our own correspondent.) — [156, 94, 255, 102]
paragraph-list — [13, 113, 133, 1147]
church-subheading: ANNIVERSARY SOIREE. — [437, 609, 518, 617]
church-heading: GRAHAMSTOWN WESLEYAN CHURCH. — [425, 570, 530, 606]
column-3 — [279, 47, 405, 2575]
article-paragraph: 270-feet level, and, in consequence, it became necessary to sink a winze an additional 83 feet to the lowest level of the City of London, but the company would now have the 270-feet and 350-feet levels to work on, which will enable the mine manager to crush a considerable quantity of quartz weekly. The report then alluded to the right which the directors, jointly with those of the City of London, had secured to the water in the Waiotahi Creek and to the Waio-Karaka road, to the making of which the company had contributed. The report then alluded to the arrangement which had been made regarding drainage, they agreeing to contribute £10 a month. The directors hoped that a call would be made in January with the City of London battery. The balance-sheet showed the liabilities of the company to be—accounts, £114 13s; City of London, £10 10s; overdraft, £377 7s 10d; tax on engine, £15 3s 10d—£439 7s 6d. The assets were—Calls, £25 10s; refund from sub-contractors, £25—£142 16s, leaving a deficiency of £297 9s 8d. The mine manager's report gave details of the present state and future prospects of the mine. Messrs Tuttle and Garvey, the retiring directors, were re-elected, and Messrs James Horne and Alex. Fraser were appointed auditors, and a vote of thanks to the Chairman terminated the proceedings. — [691, 48, 840, 455]
dateline: Ohinemuri, Tuesday, 4.30 p.m. — [412, 465, 530, 475]
article-paragraph: Te Whiwhi said that he would suggest that matters in connection with the Moehau and Waikawau should be left for Te Moananui to settle as he had taken it in hand. With regard to this part he thought that it would be more satisfactory for each individual to settle his own affairs. If they tried to settle the matter as a body it would only end in confusion, and the amount would be made sufficient for the gold. — [139, 1065, 272, 1207]
column-rule — [408, 47, 409, 1756]
article-paragraph: G. A. Reddish. — [853, 2084, 908, 2094]
